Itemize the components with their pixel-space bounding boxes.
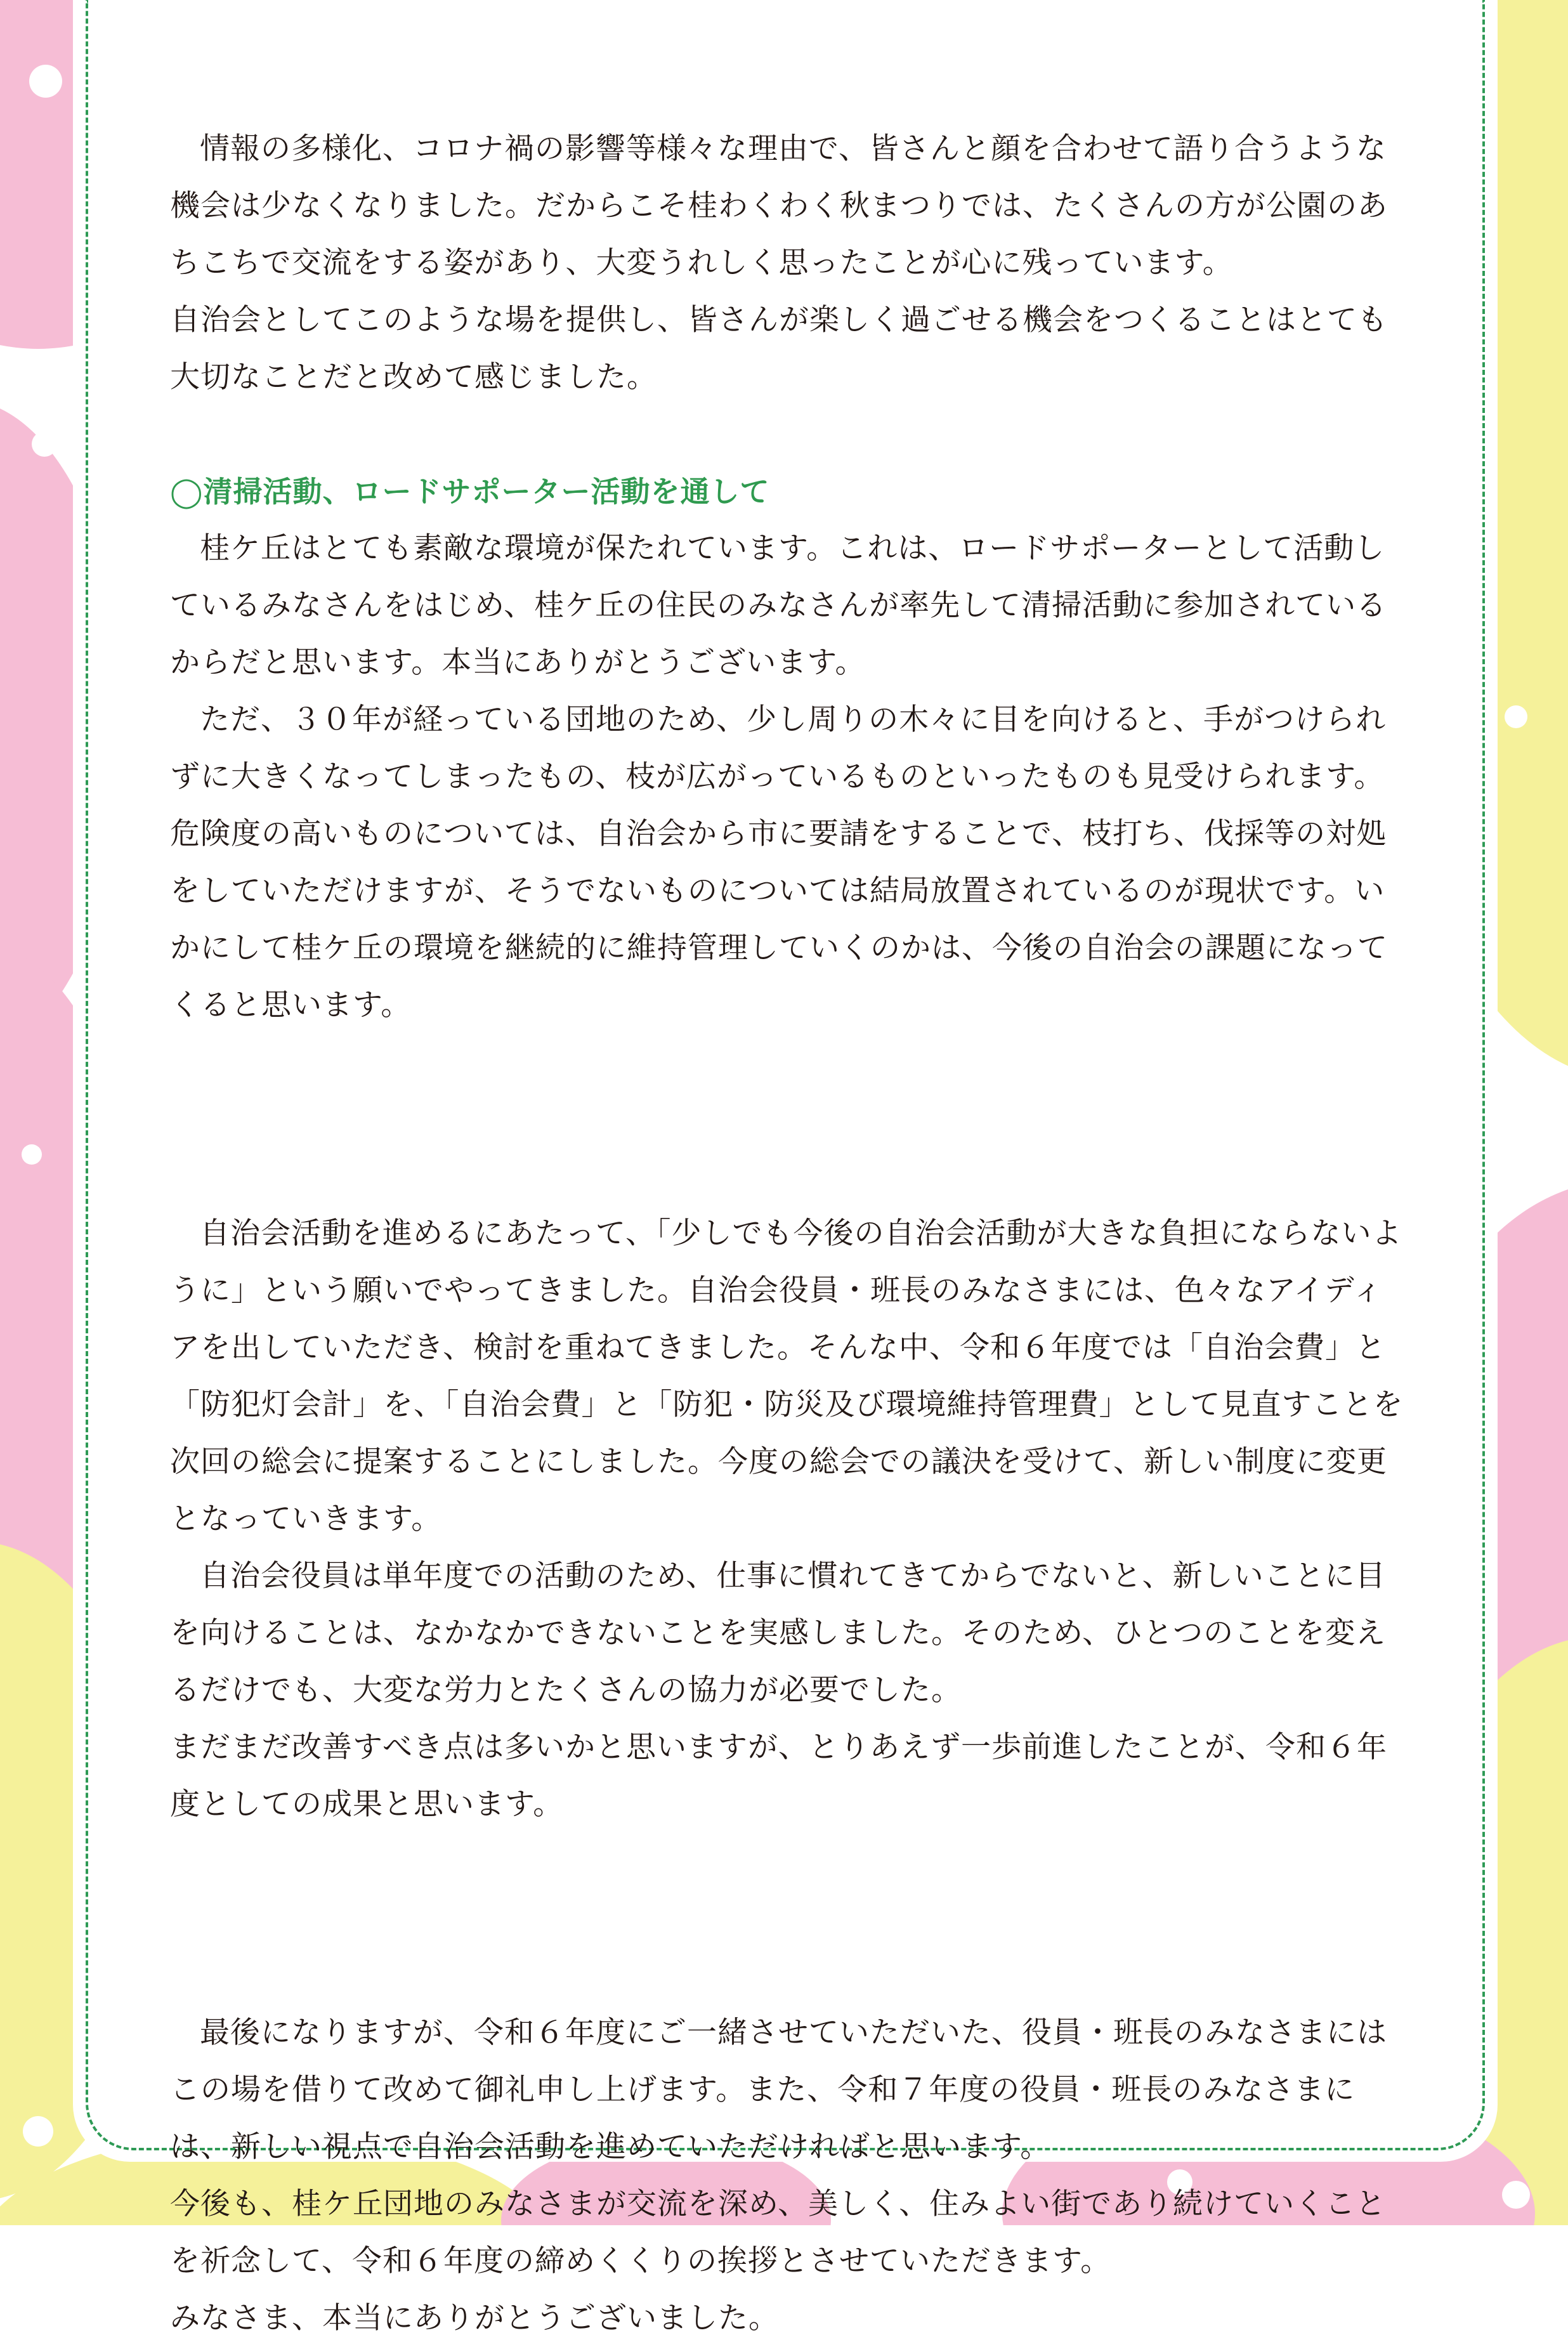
paragraph: 桂ケ丘はとても素敵な環境が保たれています。これは、ロードサポーターとして活動しているみなさんをはじめ、桂ケ丘の住民のみなさんが率先して清掃活動に参加されているからだと思います。本当にありがとうございます。: [170, 531, 1387, 680]
document-body: [170, 121, 1407, 2347]
paragraph: まだまだ改善すべき点は多いかと思いますが、とりあえず一歩前進したことが、令和６年度としての成果と思います。: [170, 1730, 1388, 1822]
paragraph: 情報の多様化、コロナ禍の影響等様々な理由で、皆さんと顔を合わせて語り合うような機会は少なくなりました。だからこそ桂わくわく秋まつりでは、たくさんの方が公園のあちこちで交流をする姿があり、大変うれしく思ったことが心に残っています。: [170, 131, 1388, 280]
paragraph: 今後も、桂ケ丘団地のみなさまが交流を深め、美しく、住みよい街であり続けていくことを祈念して、令和６年度の締めくくりの挨拶とさせていただきます。: [170, 2187, 1387, 2278]
paragraph: ただ、３０年が経っている団地のため、少し周りの木々に目を向けると、手がつけられずに大きくなってしまったもの、枝が広がっているものといったものも見受けられます。危険度の高いものについては、自治会から市に要請をすることで、枝打ち、伐採等の対処をしていただけますが、そうでないものについては結局放置されているのが現状です。いかにして桂ケ丘の環境を継続的に維持管理していくのかは、今後の自治会の課題になってくると思います。: [170, 702, 1388, 1023]
section-heading: ◯清掃活動、ロードサポーター活動を通して: [170, 474, 770, 509]
paragraph: みなさま、本当にありがとうございました。: [170, 2301, 779, 2336]
paragraph: 自治会役員は単年度での活動のため、仕事に慣れてきてからでないと、新しいことに目を向けることは、なかなかできないことを実感しました。そのため、ひとつのことを変えるだけでも、大変な労力とたくさんの協力が必要でした。: [170, 1559, 1387, 1708]
paragraph: 自治会活動を進めるにあたって、「少しでも今後の自治会活動が大きな負担にならないように」という願いでやってきました。自治会役員・班長のみなさまには、色々なアイディアを出していただき、検討を重ねてきました。そんな中、令和６年度では「自治会費」と「防犯灯会計」を、「自治会費」と「防犯・防災及び環境維持管理費」として見直すことを次回の総会に提案することにしました。今度の総会での議決を受けて、新しい制度に変更となっていきます。: [170, 1216, 1404, 1536]
paragraph: 自治会としてこのような場を提供し、皆さんが楽しく過ごせる機会をつくることはとても大切なことだと改めて感じました。: [170, 303, 1388, 395]
paragraph: 最後になりますが、令和６年度にご一緒させていただいた、役員・班長のみなさまにはこの場を借りて改めて御礼申し上げます。また、令和７年度の役員・班長のみなさまには、新しい視点で自治会活動を進めていただければと思います。: [170, 2015, 1387, 2164]
